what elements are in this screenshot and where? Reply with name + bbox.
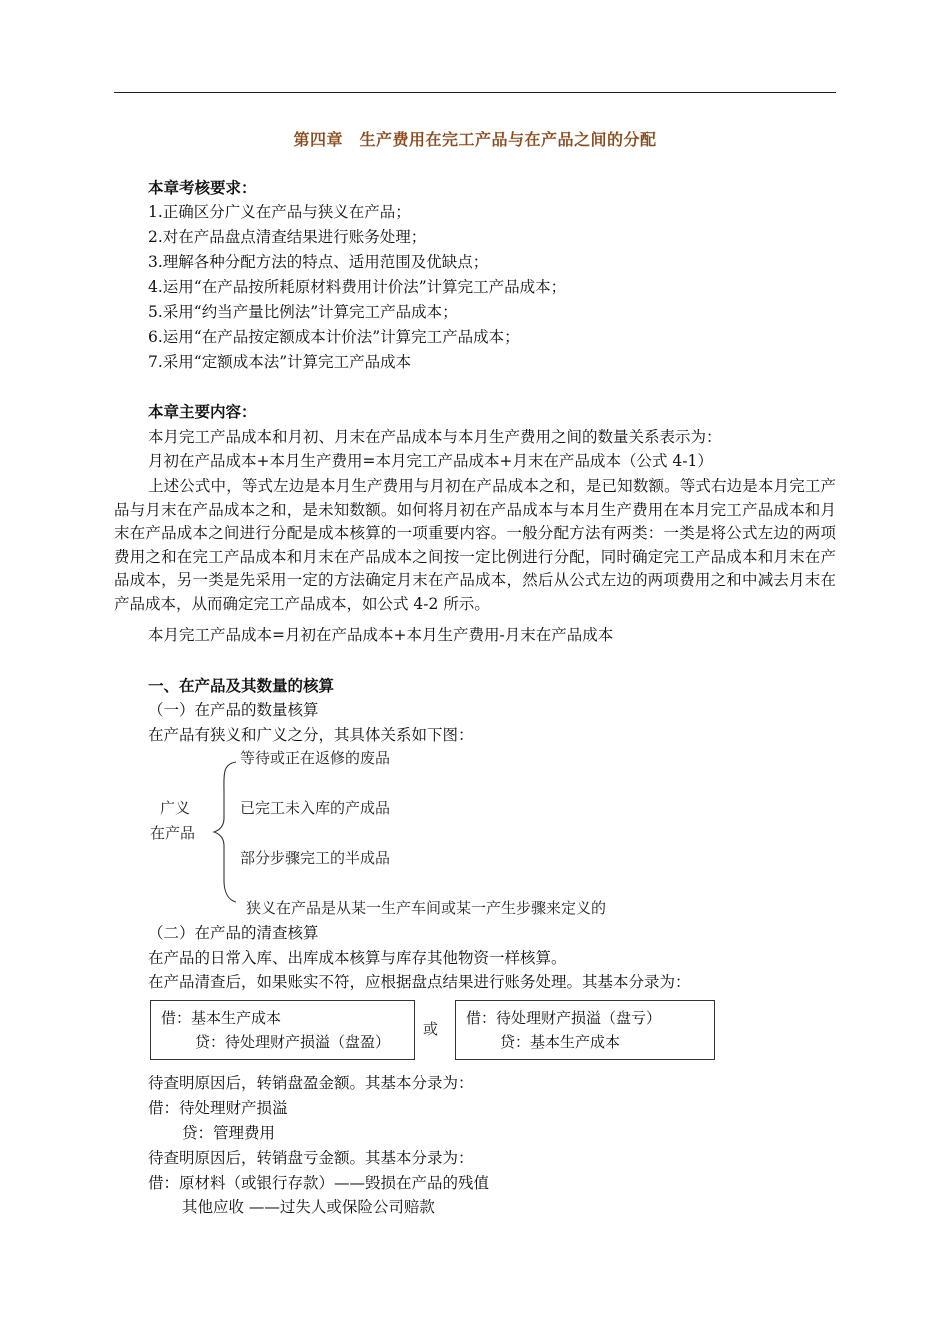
- after-surplus-credit: 贷：管理费用: [182, 1124, 276, 1142]
- requirement-item: 3.理解各种分配方法的特点、适用范围及优缺点；: [148, 253, 489, 271]
- after-deficit-debit: 借：原材料（或银行存款）——毁损在产品的残值: [148, 1174, 490, 1192]
- after-surplus-debit: 借：待处理财产损溢: [148, 1099, 288, 1117]
- subsection-1-heading: （一）在产品的数量核算: [148, 701, 319, 719]
- requirement-item: 2.对在产品盘点清查结果进行账务处理；: [148, 228, 427, 246]
- diagram-item: 部分步骤完工的半成品: [240, 849, 391, 867]
- requirement-item: 6.运用“在产品按定额成本计价法”计算完工产品成本；: [148, 328, 520, 346]
- diagram-item: 已完工未入库的产成品: [240, 799, 391, 817]
- formula-4-2: 本月完工产品成本=月初在产品成本+本月生产费用-月末在产品成本: [148, 626, 614, 644]
- requirement-item: 4.运用“在产品按所耗原材料费用计价法”计算完工产品成本；: [148, 278, 567, 296]
- entry-debit: 借：待处理财产损溢（盘亏）: [466, 1009, 662, 1027]
- formula-4-1: 月初在产品成本+本月生产费用=本月完工产品成本+月末在产品成本（公式 4-1）: [148, 452, 713, 470]
- diagram-left-label-line1: 广义: [160, 799, 191, 817]
- subsection-2-heading: （二）在产品的清查核算: [148, 924, 319, 942]
- header-rule: [114, 92, 836, 93]
- subsection-1-text: 在产品有狭义和广义之分，其具体关系如下图：: [148, 726, 474, 744]
- main-heading: 本章主要内容：: [148, 402, 257, 421]
- after-deficit-other: 其他应收 ——过失人或保险公司赔款: [182, 1198, 435, 1216]
- diagram-brace: [208, 752, 238, 910]
- requirements-heading: 本章考核要求：: [148, 178, 257, 197]
- section1-heading: 一、在产品及其数量的核算: [148, 676, 335, 695]
- after-deficit-text: 待查明原因后，转销盘亏金额。其基本分录为：: [148, 1149, 474, 1167]
- entry-credit: 贷：基本生产成本: [500, 1033, 621, 1051]
- entry-box-surplus: [150, 1000, 415, 1060]
- after-surplus-text: 待查明原因后，转销盘盈金额。其基本分录为：: [148, 1074, 474, 1092]
- requirement-item: 1.正确区分广义在产品与狭义在产品；: [148, 203, 411, 221]
- entry-credit: 贷：待处理财产损溢（盘盈）: [195, 1033, 391, 1051]
- diagram-item: 狭义在产品是从某一生产车间或某一产生步骤来定义的: [246, 899, 607, 917]
- main-paragraph: 上述公式中，等式左边是本月生产费用与月初在产品成本之和，是已知数额。等式右边是本月完工产品与月末在产品成本之和，是未知数额。如何将月初在产品成本与本月生产费用在本月完工产品成本和月末在产品成本之间进行分配是成本核算的一项重要内容。一般分配方法有两类：一类是将公式左边的两项费用之和在完工产品成本和月末在产品成本之间按一定比例进行分配，同时确定完工产品成本和月末在产品成本，另一类是先采用一定的方法确定月末在产品成本，然后从公式左边的两项费用之和中减去月末在产品成本，从而确定完工产品成本，如公式 4-2 所示。: [114, 477, 836, 613]
- subsection-2-text2: 在产品清查后，如果账实不符，应根据盘点结果进行账务处理。其基本分录为：: [148, 973, 691, 991]
- requirement-item: 7.采用“定额成本法”计算完工产品成本: [148, 353, 412, 371]
- requirement-item: 5.采用“约当产量比例法”计算完工产品成本；: [148, 303, 458, 321]
- diagram-left-label-line2: 在产品: [150, 824, 196, 842]
- main-intro: 本月完工产品成本和月初、月末在产品成本与本月生产费用之间的数量关系表示为：: [148, 428, 722, 446]
- subsection-2-text1: 在产品的日常入库、出库成本核算与库存其他物资一样核算。: [148, 949, 567, 967]
- or-label: 或: [423, 1020, 439, 1038]
- entry-debit: 借：基本生产成本: [161, 1009, 282, 1027]
- entry-box-deficit: [455, 1000, 715, 1060]
- diagram-item: 等待或正在返修的废品: [240, 749, 391, 767]
- chapter-title: 第四章 生产费用在完工产品与在产品之间的分配: [293, 130, 657, 149]
